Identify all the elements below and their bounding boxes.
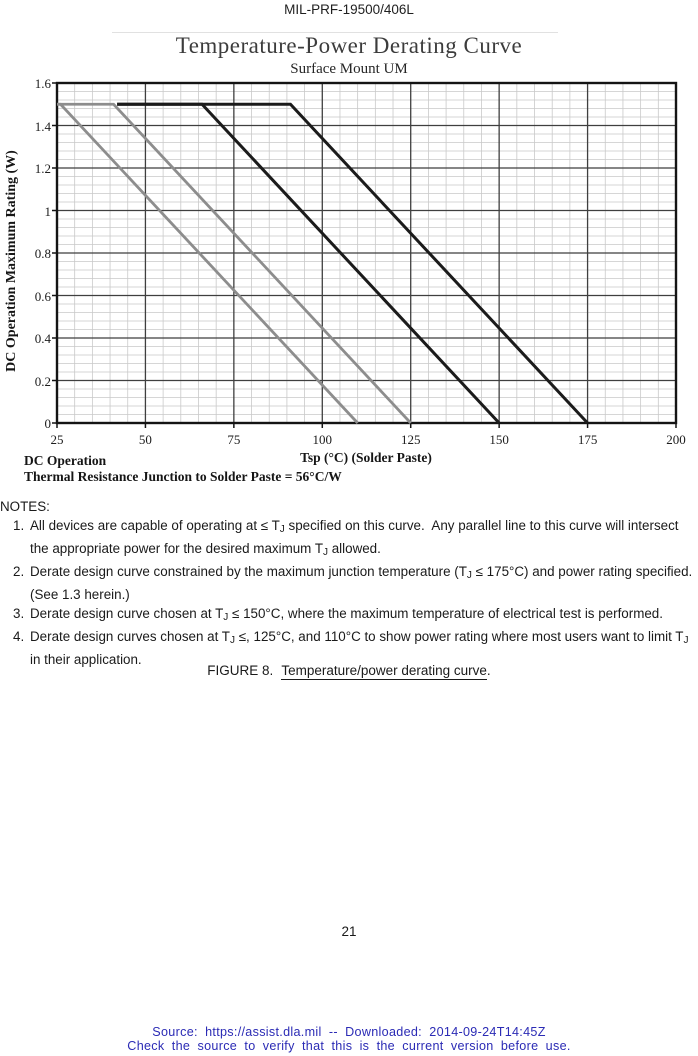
derating-figure <box>0 30 698 494</box>
x-tick-label-75: 75 <box>227 432 241 447</box>
chart-footnote-dc-operation: DC Operation <box>24 453 107 468</box>
y-tick-label-1: 1 <box>44 203 51 219</box>
x-tick-label-150: 150 <box>489 432 509 447</box>
y-tick-label-0.2: 0.2 <box>34 373 51 389</box>
document-number: MIL-PRF-19500/406L <box>284 2 414 17</box>
y-tick-label-0.8: 0.8 <box>34 246 51 261</box>
x-tick-label-25: 25 <box>50 432 64 447</box>
y-tick-label-1.6: 1.6 <box>34 76 51 91</box>
source-footer <box>0 1025 698 1053</box>
notes-label: NOTES: <box>0 499 50 514</box>
note-number: 1. <box>13 518 25 533</box>
note-item-4: 4. Derate design curves chosen at $T_J$ ≤, 125°C, and 110°C to show power rating where most users want to limit $T_J$ in their application. <box>13 629 689 667</box>
source-footer-line2: Check the source to verify that this is the current version before use. <box>127 1039 571 1053</box>
x-axis-title: Tsp (°C) (Solder Paste) <box>300 450 432 465</box>
note-item-2: 2. Derate design curve constrained by the maximum junction temperature $(T_J \le 175^\circ C)$ and power rating specified. (See 1.3 herein.) <box>13 564 693 602</box>
notes-section <box>0 497 698 669</box>
figure-caption-period: . <box>486 663 491 678</box>
page-number: 21 <box>341 924 357 939</box>
y-tick-label-0.6: 0.6 <box>34 288 51 304</box>
figure-caption-title: Temperature/power derating curve <box>281 663 487 678</box>
note-item-3: 3. Derate design curve chosen at $T_J \le 150^\circ C$, where the maximum temperature of electrical test is performed. <box>13 606 663 623</box>
note-number: 4. <box>13 629 25 644</box>
y-axis-title: DC Operation Maximum Rating (W) <box>4 150 19 372</box>
y-tick-label-0: 0 <box>44 416 51 431</box>
note-number: 2. <box>13 564 25 579</box>
x-tick-label-125: 125 <box>400 432 421 447</box>
x-tick-label-175: 175 <box>577 432 598 447</box>
x-tick-label-200: 200 <box>666 432 686 447</box>
derating-curve-110 <box>57 104 358 423</box>
figure-caption-number: FIGURE 8. <box>207 663 274 678</box>
y-tick-label-0.4: 0.4 <box>34 331 51 346</box>
x-tick-label-50: 50 <box>138 432 152 447</box>
notes-list <box>0 516 698 669</box>
figure-caption <box>0 663 698 678</box>
x-tick-label-100: 100 <box>312 432 333 447</box>
source-footer-line1: Source: https://assist.dla.mil -- Downloaded: 2014-09-24T14:45Z <box>152 1025 546 1039</box>
chart-footnote-thermal-resistance: Thermal Resistance Junction to Solder Paste = 56°C/W <box>24 469 342 484</box>
derating-curve-150 <box>117 104 499 423</box>
y-tick-label-1.4: 1.4 <box>34 118 51 134</box>
chart-subtitle: Surface Mount UM <box>290 61 408 77</box>
chart-title: Temperature-Power Derating Curve <box>175 33 523 58</box>
y-tick-label-1.2: 1.2 <box>34 161 51 176</box>
derating-chart-plot <box>0 30 698 494</box>
note-number: 3. <box>13 606 25 621</box>
note-item-1: 1. All devices are capable of operating at ≤ $T_J$ specified on this curve. Any parallel line to this curve will intersect the appropriate power for the desired maximum $T_J$ allowed. <box>13 518 679 558</box>
